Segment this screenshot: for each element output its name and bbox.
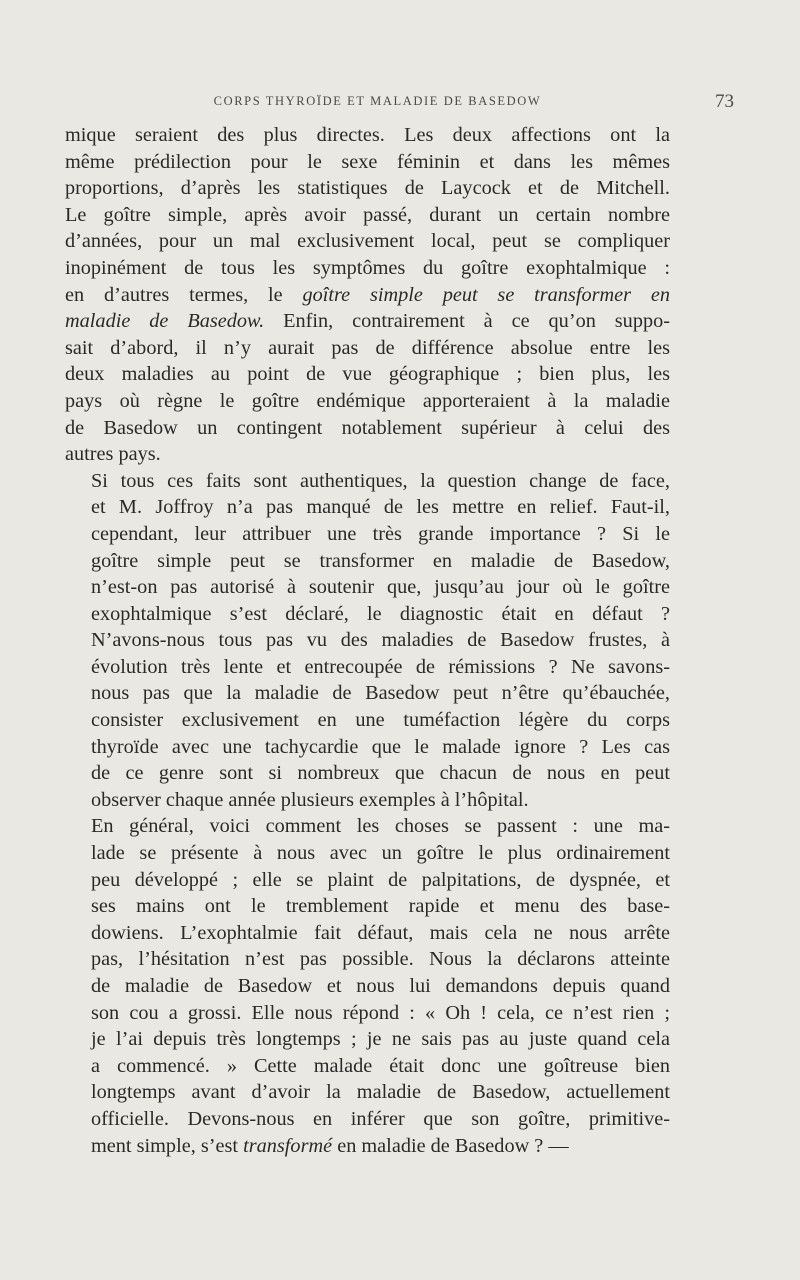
text-line: son cou a grossi. Elle nous répond : « Oh ! cela, ce n’est rien ; <box>91 1001 670 1024</box>
text-line: dowiens. L’exophtalmie fait défaut, mais cela ne nous arrête <box>91 921 670 944</box>
text-line <box>65 308 670 335</box>
text-segment: en maladie de Basedow ? — <box>332 1134 569 1157</box>
text-line: officielle. Devons-nous en inférer que son goître, primitive- <box>91 1107 670 1130</box>
text-line: sait d’abord, il n’y aurait pas de différence absolue entre les <box>65 336 670 359</box>
text-line <box>65 1133 670 1160</box>
text-line: et M. Joffroy n’a pas manqué de les mettre en relief. Faut-il, <box>91 496 670 519</box>
text-line: pas, l’hésitation n’est pas possible. Nous la déclarons atteinte <box>91 948 670 971</box>
text-line: nous pas que la maladie de Basedow peut n’être qu’ébauchée, <box>91 682 670 705</box>
text-line: ses mains ont le tremblement rapide et menu des base- <box>91 895 670 918</box>
text-line: inopinément de tous les symptômes du goître exophtalmique : <box>65 256 670 279</box>
text-segment: Enfin, contrairement à ce qu’on suppo- <box>264 310 670 333</box>
text-line: même prédilection pour le sexe féminin et dans les mêmes <box>65 150 670 173</box>
text-line: n’est-on pas autorisé à soutenir que, jusqu’au jour où le goître <box>91 576 670 599</box>
text-line: de ce genre sont si nombreux que chacun de nous en peut <box>91 762 670 785</box>
text-segment: en d’autres termes, le <box>65 283 303 306</box>
text-line: autres pays. <box>65 443 161 466</box>
text-line: a commencé. » Cette malade était donc une goîtreuse bien <box>91 1054 670 1077</box>
text-line: je l’ai depuis très longtemps ; je ne sais pas au juste quand cela <box>91 1028 670 1051</box>
paragraph-1 <box>65 122 670 468</box>
page-number: 73 <box>715 91 734 112</box>
text-line: de maladie de Basedow et nous lui demandons depuis quand <box>91 975 670 997</box>
text-line: lade se présente à nous avec un goître le plus ordinairement <box>91 842 670 865</box>
text-line: Si tous ces faits sont authentiques, la question change de face, <box>91 469 670 492</box>
text-line: mique seraient des plus directes. Les deux affections ont la <box>65 124 670 146</box>
text-line: Le goître simple, après avoir passé, durant un certain nombre <box>65 203 670 226</box>
text-line: observer chaque année plusieurs exemples à l’hôpital. <box>91 788 529 811</box>
italic-phrase: transformé <box>243 1134 333 1157</box>
paragraph-2 <box>65 468 670 814</box>
paragraph-3 <box>65 813 670 1159</box>
text-line: longtemps avant d’avoir la maladie de Basedow, actuellement <box>91 1081 670 1104</box>
text-line: consister exclusivement en une tuméfaction légère du corps <box>91 709 670 732</box>
page-header <box>65 91 734 118</box>
text-line: exophtalmique s’est déclaré, le diagnostic était en défaut ? <box>91 602 670 625</box>
text-line: cependant, leur attribuer une très grande importance ? Si le <box>91 522 670 545</box>
text-line: de Basedow un contingent notablement supérieur à celui des <box>65 416 670 439</box>
running-title: CORPS THYROÏDE ET MALADIE DE BASEDOW <box>213 94 542 108</box>
text-line: évolution très lente et entrecoupée de rémissions ? Ne savons- <box>91 655 670 678</box>
text-segment: ment simple, s’est <box>91 1134 244 1157</box>
text-line: thyroïde avec une tachycardie que le malade ignore ? Les cas <box>91 735 670 758</box>
text-line: peu développé ; elle se plaint de palpitations, de dyspnée, et <box>91 868 670 891</box>
text-line: pays où règne le goître endémique apporteraient à la maladie <box>65 389 670 412</box>
italic-phrase: maladie de Basedow. <box>65 310 265 333</box>
text-line: goître simple peut se transformer en maladie de Basedow, <box>91 549 670 572</box>
text-line: d’années, pour un mal exclusivement local, peut se compliquer <box>65 230 670 253</box>
text-line <box>65 282 670 309</box>
body-text <box>65 122 670 1159</box>
text-line: N’avons-nous tous pas vu des maladies de Basedow frustes, à <box>91 629 670 652</box>
italic-phrase: goître simple peut se transformer en <box>302 283 670 306</box>
text-line: proportions, d’après les statistiques de Laycock et de Mitchell. <box>65 177 670 200</box>
text-line: En général, voici comment les choses se passent : une ma- <box>91 815 670 838</box>
text-line: deux maladies au point de vue géographique ; bien plus, les <box>65 363 670 386</box>
